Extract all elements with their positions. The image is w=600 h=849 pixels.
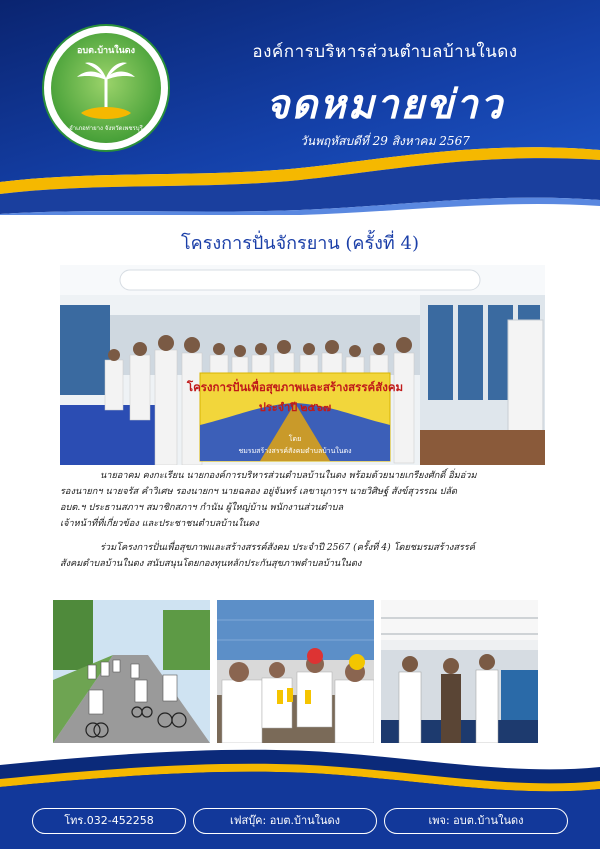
organization-logo — [44, 26, 168, 150]
photo-factory-visit — [381, 600, 538, 743]
paragraph-line-1: นายอาคม คงกะเรียน นายกองค์การบริหารส่วนตำบลบ้านในดง พร้อมด้วยนายเกรียงศักดิ์ อิ่มอ่วม — [100, 470, 477, 481]
organization-name: องค์การบริหารส่วนตำบลบ้านในดง — [252, 42, 518, 62]
photo-cycling-road — [53, 600, 210, 743]
cycling-photo-illustration — [53, 600, 210, 743]
header-banner — [0, 0, 600, 215]
article-title: โครงการปั่นจักรยาน (ครั้งที่ 4) — [181, 233, 419, 254]
group-photo — [60, 265, 545, 465]
refreshment-photo-illustration — [217, 600, 374, 743]
footer-facebook: เฟสบุ๊ค: อบต.บ้านในดง — [193, 808, 377, 834]
newsletter-title: จดหมายข่าว — [265, 81, 505, 128]
footer-page: เพจ: อบต.บ้านในดง — [384, 808, 568, 834]
paragraph-line-4: เจ้าหน้าที่ที่เกี่ยวข้อง และประชาชนตำบลบ้านในดง — [60, 518, 259, 529]
paragraph-line-5: ร่วมโครงการปั่นเพื่อสุขภาพและสร้างสรรค์สังคม ประจำปี 2567 (ครั้งที่ 4) โดยชมรมสร้างสรรค์ — [100, 542, 475, 553]
factory-photo-illustration — [381, 600, 538, 743]
logo-top-text: อบต.บ้านในดง — [76, 46, 136, 56]
paragraph-line-3: อบต.ฯ ประธานสภาฯ สมาชิกสภาฯ กำนัน ผู้ใหญ่บ้าน พนักงานส่วนตำบล — [60, 502, 344, 513]
logo-emblem — [51, 33, 161, 143]
footer-phone: โทร.032-452258 — [32, 808, 186, 834]
banner-by: โดย — [288, 436, 302, 443]
banner-title: โครงการปั่นเพื่อสุขภาพและสร้างสรรค์สังคม — [186, 382, 404, 394]
newsletter-date: วันพฤหัสบดีที่ 29 สิงหาคม 2567 — [300, 134, 470, 148]
group-photo-illustration — [60, 265, 545, 465]
banner-year: ประจำปี ๒๕๖๗ — [258, 402, 332, 414]
photo-refreshment-table — [217, 600, 374, 743]
banner-organization: ชมรมสร้างสรรค์สังคมตำบลบ้านในดง — [238, 448, 352, 455]
paragraph-line-6: สังคมตำบลบ้านในดง สนับสนุนโดยกองทุนหลักประกันสุขภาพตำบลบ้านในดง — [60, 558, 362, 569]
logo-bottom-text: อำเภอท่ายาง จังหวัดเพชรบุรี — [69, 125, 143, 132]
paragraph-line-2: รองนายกฯ นายจรัส คำวิเศษ รองนายกฯ นายฉลอง อยู่จันทร์ เลขานุการฯ นายวิศิษฐ์ สังข์สุวรรณ ปลัด — [60, 486, 457, 497]
